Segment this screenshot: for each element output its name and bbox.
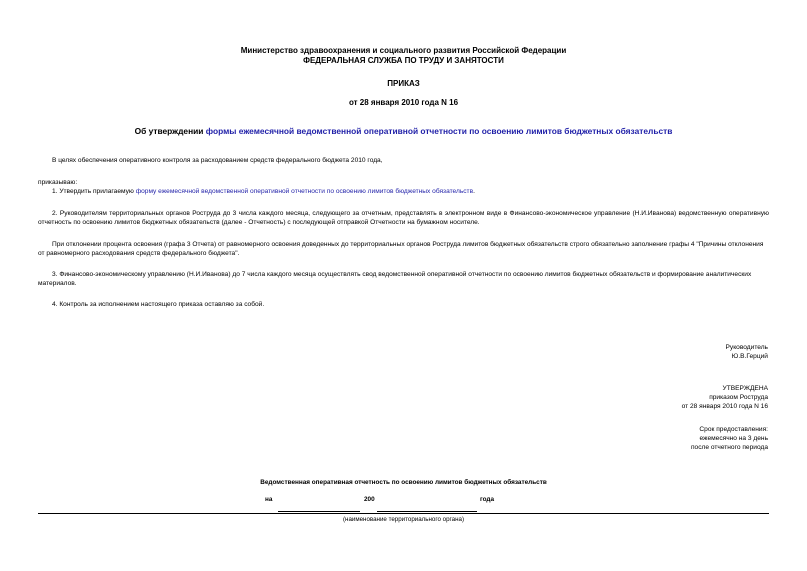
deadline-line-1: Срок предоставления: <box>699 426 768 433</box>
item-2: 2. Руководителям территориальных органов Роструда до 3 числа каждого месяца, следующего за отчетным, представлять в электронном виде в Финансово-экономическое управление (Н.И.Иванова) ведомственную оперативную отчетность по освоению лимитов бюджетных обязательств (далее - Отчетность) с последующей отправкой Отчетности на бумажном носителе. <box>38 210 769 226</box>
intro-paragraph: В целях обеспечения оперативного контроля за расходованием средств федерального бюджета 2010 года, <box>52 157 383 164</box>
deviation-paragraph: При отклонении процента освоения (графа 3 Отчета) от равномерного освоения доведенных до территориальных органов Роструда лимитов бюджетных обязательств строго обязательно заполнение графы 4 "Причины отклонения от равномерного расходования средств федерального бюджета". <box>38 241 764 257</box>
signatory-name: Ю.В.Герций <box>731 352 768 360</box>
document-type: ПРИКАЗ <box>387 79 420 88</box>
deadline-line-3: после отчетного периода <box>690 443 768 451</box>
signatory-position: Руководитель <box>725 344 768 351</box>
signature-block <box>726 344 768 362</box>
order-word: приказываю: <box>38 179 78 186</box>
document-title <box>0 126 807 136</box>
approval-status: УТВЕРЖДЕНА <box>722 385 768 392</box>
period-month-field[interactable] <box>278 511 360 512</box>
form-title: Ведомственная оперативная отчетность по освоению лимитов бюджетных обязательств <box>260 479 547 486</box>
deadline-line-2: ежемесячно на 3 день <box>699 434 768 442</box>
item-1-prefix: 1. Утвердить прилагаемую <box>52 188 136 195</box>
period-year-field[interactable] <box>377 511 477 512</box>
form-year-prefix: 200 <box>364 496 375 503</box>
document-date-number: от 28 января 2010 года N 16 <box>348 98 459 107</box>
title-form-link[interactable]: формы ежемесячной ведомственной оперативной отчетности по освоению лимитов бюджетных обязательств <box>205 126 673 136</box>
approval-date-number: от 28 января 2010 года N 16 <box>681 402 768 410</box>
approval-order: приказом Роструда <box>709 393 768 401</box>
form-year-label: года <box>480 496 495 503</box>
form-on-label: на <box>265 496 273 503</box>
item-3: 3. Финансово-экономическому управлению (Н.И.Иванова) до 7 числа каждого месяца осуществлять свод ведомственной оперативной отчетности по освоению лимитов бюджетных обязательств и формирование аналитических материалов. <box>38 271 752 287</box>
organization-caption: (наименование территориального органа) <box>342 516 465 523</box>
item-1 <box>38 188 769 197</box>
title-prefix: Об утверждении <box>134 126 206 136</box>
item-1-form-link[interactable]: форму ежемесячной ведомственной оперативной отчетности по освоению лимитов бюджетных обязательств <box>135 188 474 195</box>
item-4: 4. Контроль за исполнением настоящего приказа оставляю за собой. <box>52 301 265 308</box>
organization-name-field[interactable] <box>38 513 769 514</box>
item-1-suffix: . <box>473 188 475 195</box>
deadline-block <box>691 426 768 452</box>
service-name: ФЕДЕРАЛЬНАЯ СЛУЖБА ПО ТРУДУ И ЗАНЯТОСТИ <box>303 56 504 65</box>
ministry-name: Министерство здравоохранения и социального развития Российской Федерации <box>240 46 567 55</box>
approval-block <box>682 385 768 411</box>
